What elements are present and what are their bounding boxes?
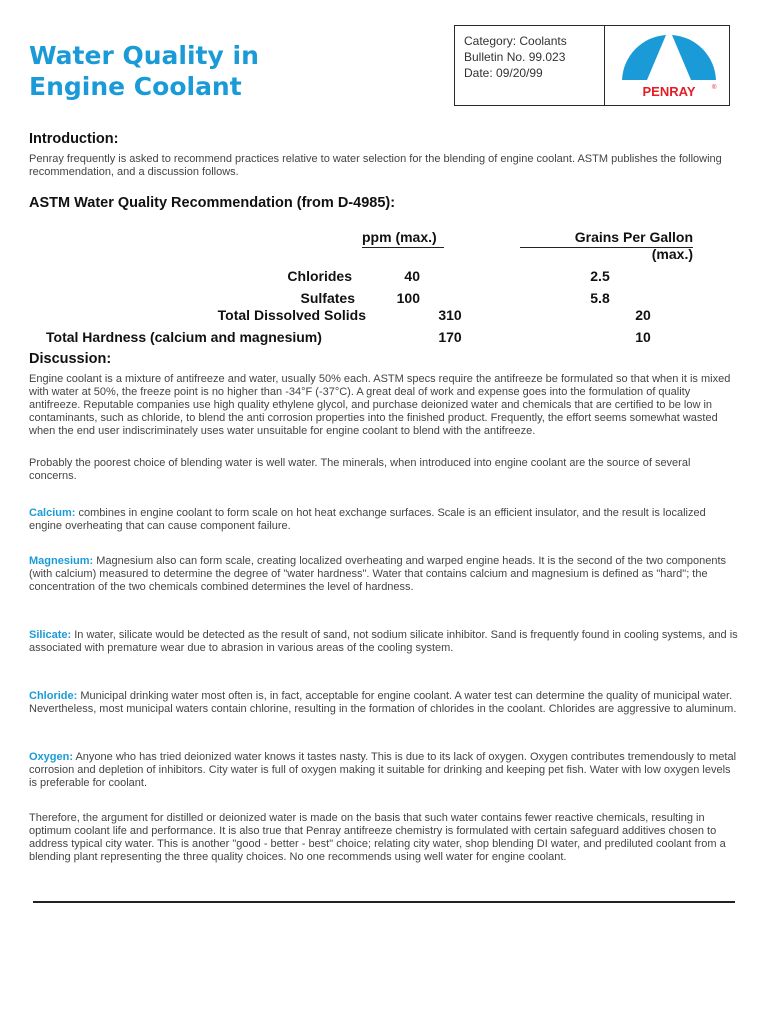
bulletin-date: Date: 09/20/99 (464, 66, 543, 80)
calcium-text: combines in engine coolant to form scale on hot heat exchange surfaces. Scale is an efficient insulator, and the result is localized engine overheating that can cause component failure. (29, 507, 706, 532)
oxygen-term: Oxygen: (29, 751, 74, 763)
row-grains: 2.5 (590, 268, 610, 284)
chloride-text: Municipal drinking water most often is, in fact, acceptable for engine coolant. A water test can determine the quality of municipal water. Nevertheless, most municipal waters contain chlorine, resulting in the formation of chlorides in the coolant. Chlorides are aggressive to aluminum. (29, 690, 737, 715)
astm-heading: ASTM Water Quality Recommendation (from D-4985): (29, 195, 396, 211)
discussion-paragraph: Probably the poorest choice of blending water is well water. The minerals, when introduced into engine coolant are the source of several concerns. (29, 457, 691, 482)
introduction-heading: Introduction: (29, 131, 119, 147)
category-text: Category: Coolants (464, 34, 567, 48)
row-grains: 5.8 (590, 290, 610, 306)
chloride-term: Chloride: (29, 690, 78, 702)
title-line-2: Engine Coolant (29, 72, 242, 101)
calcium-term: Calcium: (29, 507, 76, 519)
discussion-heading: Discussion: (29, 351, 112, 367)
bulletin-number: Bulletin No. 99.023 (464, 50, 566, 64)
silicate-text: In water, silicate would be detected as the result of sand, not sodium silicate inhibitor. Sand is frequently found in cooling systems, and is associated with premature wear due to abrasion in various areas of the cooling system. (29, 629, 738, 654)
title-line-1: Water Quality in (29, 41, 259, 70)
penray-logo (617, 30, 721, 102)
row-ppm: 170 (438, 329, 462, 345)
row-ppm: 40 (404, 268, 420, 284)
introduction-text: Penray frequently is asked to recommend practices relative to water selection for the blending of engine coolant. ASTM publishes the following recommendation, and a discussion follows. (29, 153, 722, 178)
info-box-divider (604, 26, 605, 105)
oxygen-text: Anyone who has tried deionized water knows it tastes nasty. This is due to its lack of oxygen. Oxygen contributes tremendously to metal corrosion and depletion of inhibitors. City water is full of oxygen making it suitable for drinking and keeping pet fish. Water with low oxygen levels is preferable for coolant. (29, 751, 737, 789)
magnesium-term: Magnesium: (29, 555, 94, 567)
row-ppm: 100 (396, 290, 420, 306)
row-label: Chlorides (287, 268, 352, 284)
chloride-item (29, 690, 741, 716)
row-ppm: 310 (438, 307, 462, 323)
conclusion-paragraph: Therefore, the argument for distilled or deionized water is made on the basis that such water contains fewer reactive chemicals, resulting in optimum coolant life and performance. It is also true that Penray antifreeze chemistry is formulated with certain safeguard additives chosen to address typical city water. This is another "good - better - best" choice; relating city water, shop blending DI water, and prediluted coolant from a blending plant representing the three quality choices. No one recommends using well water for engine coolant. (29, 812, 726, 863)
logo-registered-mark: ® (712, 85, 717, 91)
footer-rule (33, 901, 735, 903)
row-label: Sulfates (300, 290, 355, 306)
magnesium-text: Magnesium also can form scale, creating localized overheating and warped engine heads. It is the second of the two components (with calcium) measured to determine the degree of "water hardness". Water that contains calcium and magnesium is defined as "hard"; the concentration of the two chemicals combined determines the level of hardness. (29, 555, 727, 593)
row-grains: 20 (635, 307, 651, 323)
logo-arc-right (672, 35, 716, 80)
logo-wordmark: PENRAY (642, 84, 696, 99)
column-header-grains: Grains Per Gallon (574, 229, 693, 245)
discussion-paragraph: Engine coolant is a mixture of antifreeze and water, usually 50% each. ASTM specs require the antifreeze be formulated so that when it is mixed with water at 50%, the freeze point is no higher than -34°F (-37°C). A great deal of work and expense goes into the formulation of quality antifreeze. Reputable companies use high quality ethylene glycol, and purchase deionized water and chemicals that are certified to be low in contaminants, such as chloride, to blend the anti corrosion properties into the finished product. Frequently, the effort seems somewhat wasted when the end user indiscriminately uses water unsuitable for engine coolant to blend with the antifreeze. (29, 373, 731, 437)
silicate-item (29, 629, 741, 655)
oxygen-item (29, 751, 741, 790)
column-header-ppm: ppm (max.) (362, 229, 437, 245)
logo-arc-left (622, 35, 666, 80)
row-grains: 10 (635, 329, 651, 345)
row-label: Total Hardness (calcium and magnesium) (46, 329, 322, 345)
bulletin-meta (464, 33, 604, 81)
magnesium-item (29, 555, 741, 594)
bulletin-info-box (454, 25, 730, 106)
silicate-term: Silicate: (29, 629, 72, 641)
calcium-item (29, 507, 741, 533)
page-title (29, 40, 259, 102)
ppm-header-underline (362, 247, 444, 248)
column-header-grains-sub: (max.) (651, 246, 693, 262)
row-label: Total Dissolved Solids (217, 307, 366, 323)
